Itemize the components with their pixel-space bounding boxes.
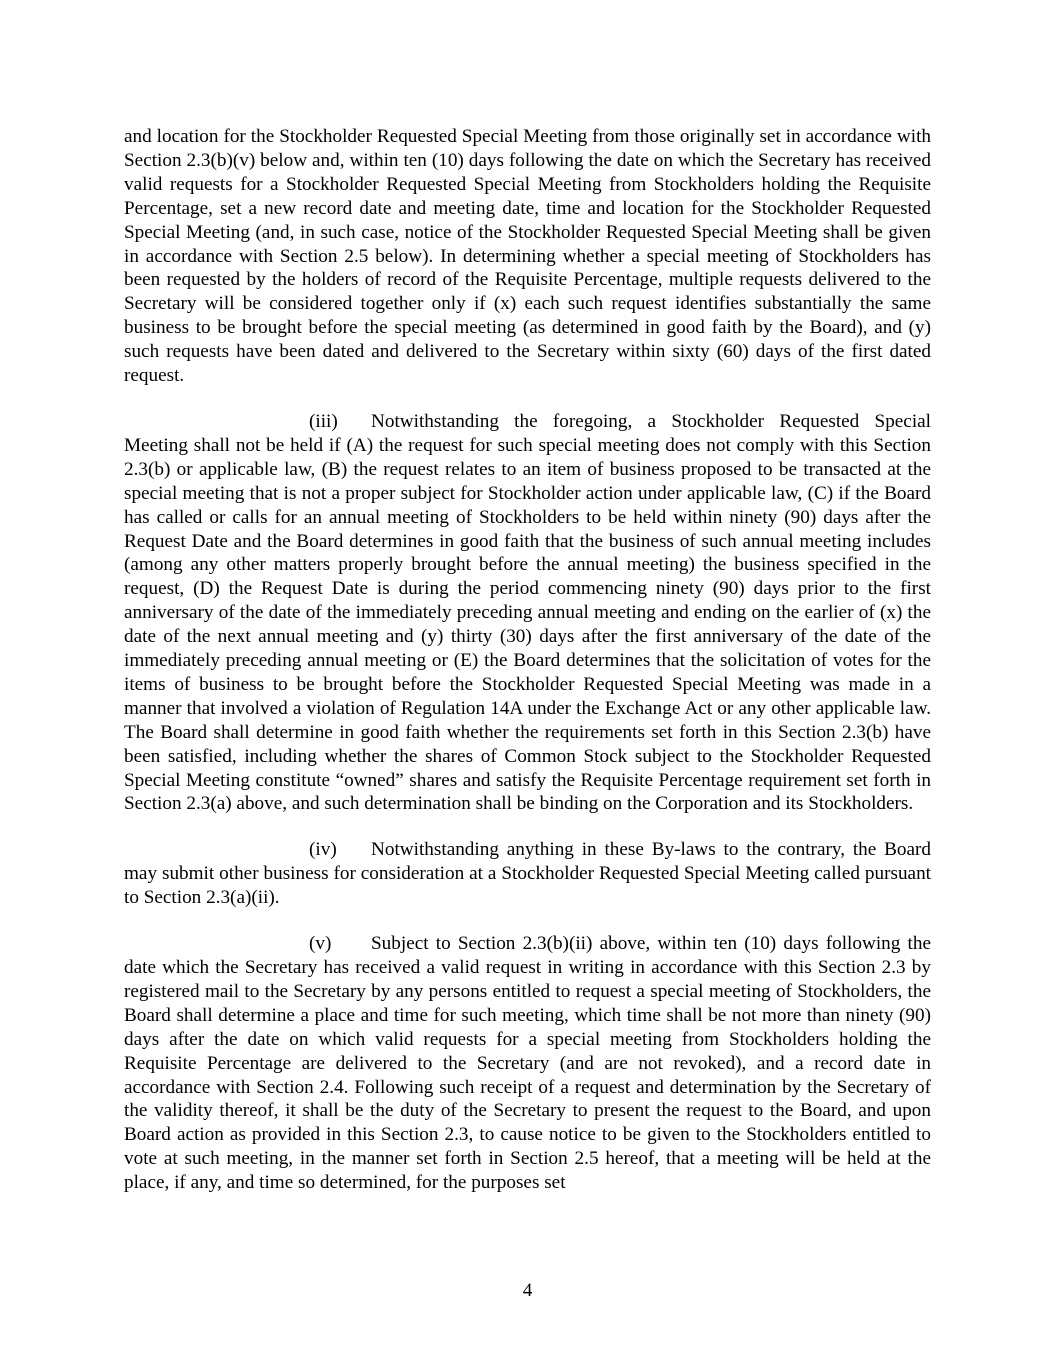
paragraph-marker: (iv) bbox=[309, 839, 337, 861]
paragraph-text: Notwithstanding anything in these By-laws to the contrary, the Board may submit other business for consideration at a Stockholder Requested Special Meeting called pursuant to Section 2.3(a)(ii). bbox=[124, 839, 931, 909]
document-body bbox=[124, 125, 931, 1217]
page-number: 4 bbox=[522, 1280, 533, 1301]
paragraph-marker: (v) bbox=[309, 933, 332, 955]
paragraph-text: Subject to Section 2.3(b)(ii) above, within ten (10) days following the date which the Secretary has received a valid request in writing in accordance with this Section 2.3 by registered mail to the Secretary by any persons entitled to request a special meeting of Stockholders, the Board shall determine a place and time for such meeting, which time shall be not more than ninety (90) days after the date on which valid requests for a special meeting from Stockholders holding the Requisite Percentage are delivered to the Secretary (and are not revoked), and a record date in accordance with Section 2.4. Following such receipt of a request and determination by the Secretary of the validity thereof, it shall be the duty of the Secretary to present the request to the Board, and upon Board action as provided in this Section 2.3, to cause notice to be given to the Stockholders entitled to vote at such meeting, in the manner set forth in Section 2.5 hereof, that a meeting will be held at the place, if any, and time so determined, for the purposes set bbox=[124, 933, 931, 1194]
paragraph-iii bbox=[124, 410, 931, 816]
paragraph-text: Notwithstanding the foregoing, a Stockholder Requested Special Meeting shall not be held if (A) the request for such special meeting does not comply with this Section 2.3(b) or applicable law, (B) the request relates to an item of business proposed to be transacted at the special meeting that is not a proper subject for Stockholder action under applicable law, (C) if the Board has called or calls for an annual meeting of Stockholders to be held within ninety (90) days after the Request Date and the Board determines in good faith that the business of such annual meeting includes (among any other matters properly brought before the annual meeting) the business specified in the request, (D) the Request Date is during the period commencing ninety (90) days prior to the first anniversary of the date of the immediately preceding annual meeting and ending on the earlier of (x) the date of the next annual meeting and (y) thirty (30) days after the first anniversary of the date of the immediately preceding annual meeting or (E) the Board determines that the solicitation of votes for the items of business to be brought before the Stockholder Requested Special Meeting was made in a manner that involved a violation of Regulation 14A under the Exchange Act or any other applicable law. The Board shall determine in good faith whether the requirements set forth in this Section 2.3(b) have been satisfied, including whether the shares of Common Stock subject to the Stockholder Requested Special Meeting constitute “owned” shares and satisfy the Requisite Percentage requirement set forth in Section 2.3(a) above, and such determination shall be binding on the Corporation and its Stockholders. bbox=[124, 410, 931, 815]
paragraph-continuation bbox=[124, 125, 931, 388]
paragraph-text: and location for the Stockholder Requested Special Meeting from those originally set in accordance with Section 2.3(b)(v) below and, within ten (10) days following the date on which the Secretary has received valid requests for a Stockholder Requested Special Meeting from Stockholders holding the Requisite Percentage, set a new record date and meeting date, time and location for the Stockholder Requested Special Meeting (and, in such case, notice of the Stockholder Requested Special Meeting shall be given in accordance with Section 2.5 below). In determining whether a special meeting of Stockholders has been requested by the holders of record of the Requisite Percentage, multiple requests delivered to the Secretary will be considered together only if (x) each such request identifies substantially the same business to be brought before the special meeting (as determined in good faith by the Board), and (y) such requests have been dated and delivered to the Secretary within sixty (60) days of the first dated request. bbox=[124, 126, 931, 387]
paragraph-iv bbox=[124, 838, 931, 910]
paragraph-marker: (iii) bbox=[309, 410, 338, 432]
paragraph-v bbox=[124, 932, 931, 1195]
